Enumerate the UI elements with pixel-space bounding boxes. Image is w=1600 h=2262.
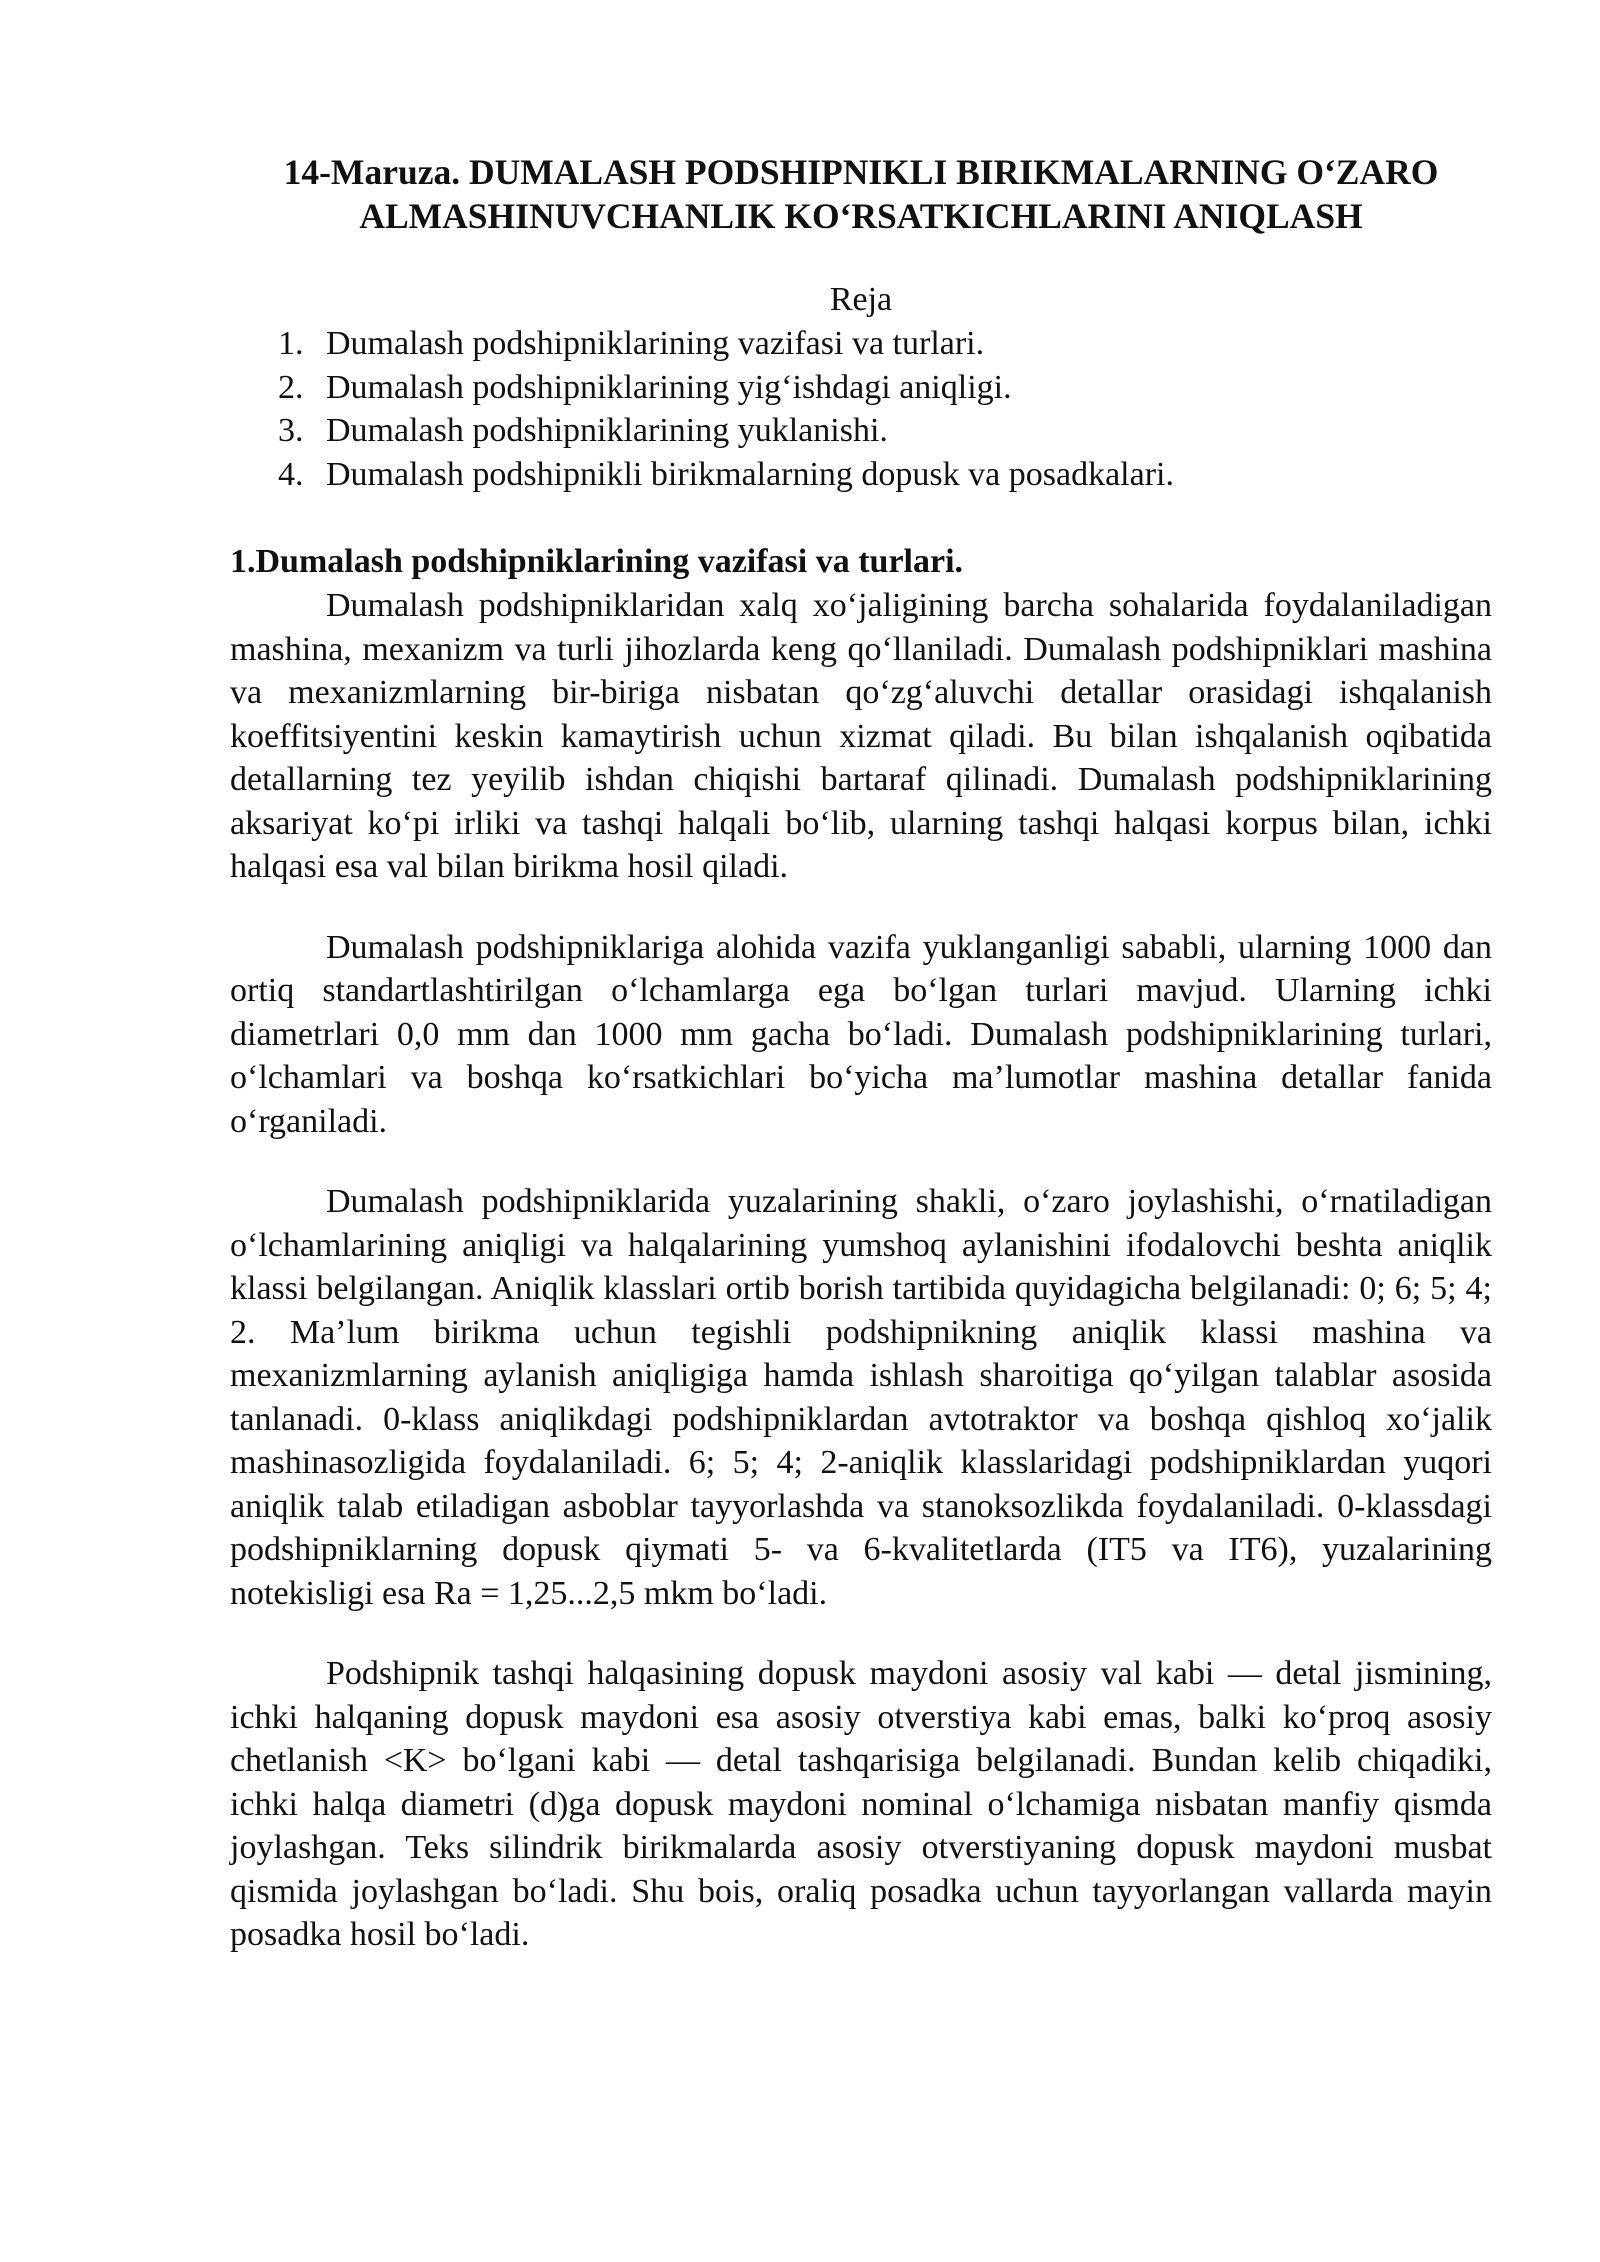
plan-item-text: Dumalash podshipniklarining yuklanishi.: [326, 412, 888, 449]
title-line-1: 14-Maruza. DUMALASH PODSHIPNIKLI BIRIKMALARNING O‘ZARO: [283, 152, 1439, 192]
paragraph: Dumalash podshipniklariga alohida vazifa yuklanganligi sababli, ularning 1000 dan ortiq standartlashtirilgan o‘lchamlarga ega bo‘lgan turlari mavjud. Ularning ichki diametrlari 0,0 mm dan 1000 mm gacha bo‘ladi. Dumalash podshipniklarining turlari, o‘lchamlari va boshqa ko‘rsatkichlari bo‘yicha ma’lumotlar mashina detallar fanida o‘rganiladi.: [230, 928, 1492, 1140]
plan-item-number: 2.: [278, 368, 304, 406]
plan-item-number: 1.: [278, 325, 304, 362]
plan-item-number: 3.: [278, 412, 304, 449]
plan-list: [230, 322, 1492, 496]
page-title: [230, 150, 1492, 238]
plan-item-text: Dumalash podshipniklarining vazifasi va turlari.: [326, 325, 985, 362]
plan-item-number: 4.: [278, 455, 304, 493]
plan-item: [278, 453, 1492, 497]
title-line-2: ALMASHINUVCHANLIK KO‘RSATKICHLARINI ANIQLASH: [359, 196, 1363, 236]
plan-heading: Reja: [829, 281, 893, 318]
plan-item: [278, 322, 1492, 366]
document-page: [230, 150, 1492, 1957]
paragraph: Podshipnik tashqi halqasining dopusk maydoni asosiy val kabi — detal jismining, ichki halqaning dopusk maydoni esa asosiy otverstiya kabi emas, balki ko‘proq asosiy chetlanish <K> bo‘lgani kabi — detal tashqarisiga belgilanadi. Bundan kelib chiqadiki, ichki halqa diametri (d)ga dopusk maydoni nominal o‘lchamiga nisbatan manfiy qismda joylashgan. Teks silindrik birikmalarda asosiy otverstiyaning dopusk maydoni musbat qismida joylashgan bo‘ladi. Shu bois, oraliq posadka uchun tayyorlangan vallarda mayin posadka hosil bo‘ladi.: [230, 1655, 1492, 1953]
paragraph: Dumalash podshipniklaridan xalq xo‘jaligining barcha sohalarida foydalaniladigan mashina, mexanizm va turli jihozlarda keng qo‘llaniladi. Dumalash podshipniklari mashina va mexanizmlarning bir-biriga nisbatan qo‘zg‘aluvchi detallar orasidagi ishqalanish koeffitsiyentini keskin kamaytirish uchun xizmat qiladi. Bu bilan ishqalanish oqibatida detallarning tez yeyilib ishdan chiqishi bartaraf qilinadi. Dumalash podshipniklarining aksariyat ko‘pi irliki va tashqi halqali bo‘lib, ularning tashqi halqasi korpus bilan, ichki halqasi esa val bilan birikma hosil qiladi.: [230, 587, 1492, 885]
paragraph: Dumalash podshipniklarida yuzalarining shakli, o‘zaro joylashishi, o‘rnatiladigan o‘lchamlarining aniqligi va halqalarining yumshoq aylanishini ifodalovchi beshta aniqlik klassi belgilangan. Aniqlik klasslari ortib borish tartibida quyidagicha belgilanadi: 0; 6; 5; 4; 2. Ma’lum birikma uchun tegishli podshipnikning aniqlik klassi mashina va mexanizmlarning aylanish aniqligiga hamda ishlash sharoitiga qo‘yilgan talablar asosida tanlanadi. 0-klass aniqlikdagi podshipniklardan avtotraktor va boshqa qishloq xo‘jalik mashinasozligida foydalaniladi. 6; 5; 4; 2-aniqlik klasslaridagi podshipniklardan yuqori aniqlik talab etiladigan asboblar tayyorlashda va stanoksozlikda foydalaniladi. 0-klassdagi podshipniklarning dopusk qiymati 5- va 6-kvalitetlarda (IT5 va IT6), yuzalarining notekisligi esa Ra = 1,25...2,5 mkm bo‘ladi.: [230, 1183, 1492, 1612]
plan-item: [278, 366, 1492, 410]
plan-item: [278, 409, 1492, 453]
section-heading: 1.Dumalash podshipniklarining vazifasi va turlari.: [230, 543, 964, 580]
plan-item-text: Dumalash podshipniklarining yig‘ishdagi aniqligi.: [326, 368, 1012, 406]
plan-item-text: Dumalash podshipnikli birikmalarning dopusk va posadkalari.: [326, 455, 1174, 493]
